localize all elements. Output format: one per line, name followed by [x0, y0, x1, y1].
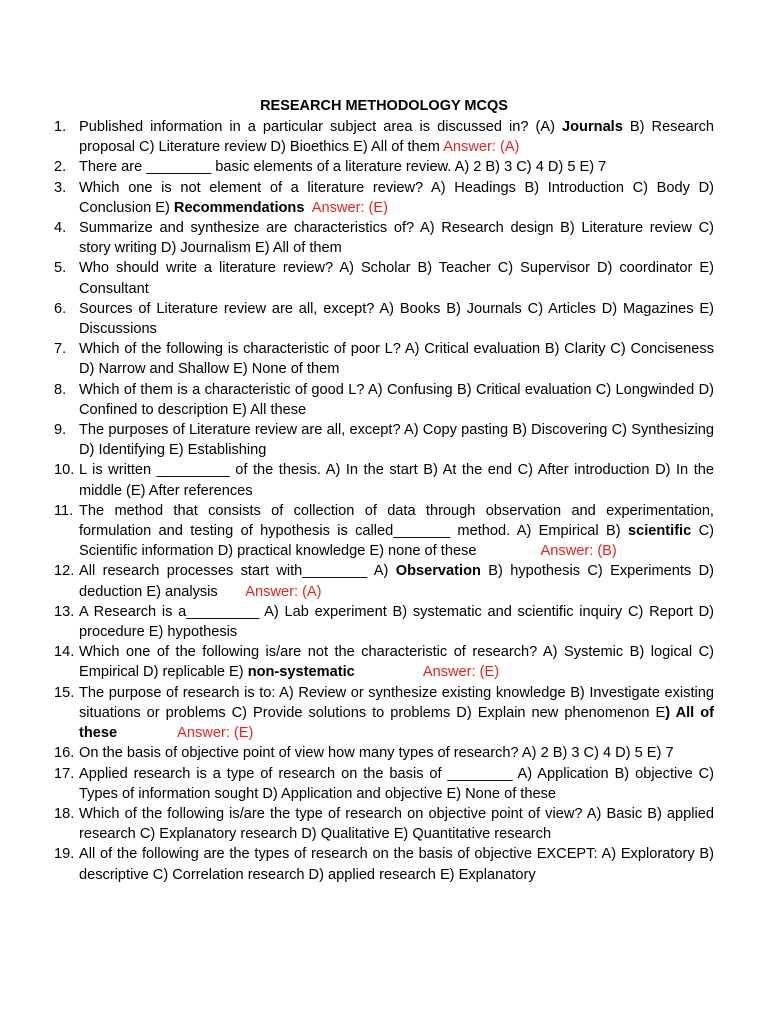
answer-label: Answer: (E)	[311, 199, 389, 216]
question-text-segment: Which of the following is/are the type of research on objective point of view? A) Basic B) applied research C) Explanatory research D) Qualitative E) Quantitative research	[79, 805, 714, 843]
question-text-segment: On the basis of objective point of view how many types of research? A) 2 B) 3 C) 4 D) 5 E) 7	[79, 745, 674, 762]
question-number: 18.	[54, 805, 75, 822]
answer-label: Answer: (E)	[177, 725, 254, 742]
question-number: 6.	[54, 300, 67, 317]
correct-option: non-systematic	[247, 664, 355, 681]
question-text	[79, 420, 714, 460]
question-text-segment: The method that consists of collection of data through observation and experimentation, formulation and testing of hypothesis is called_______ method. A) Empirical B)	[79, 502, 714, 540]
question-text-segment: Which one of the following is/are not the characteristic of research? A) Systemic B) logical C) Empirical D) replicable E)	[79, 644, 714, 681]
question-text-segment: Summarize and synthesize are characteristics of? A) Research design B) Literature review C) story writing D) Journalism E) All of them	[79, 220, 714, 257]
question-text	[79, 683, 714, 744]
question-item	[54, 178, 714, 218]
question-number: 12.	[54, 563, 75, 580]
question-text	[79, 117, 714, 157]
correct-option: scientific	[627, 523, 692, 540]
question-number: 2.	[54, 159, 67, 176]
question-text-segment: Sources of Literature review are all, except? A) Books B) Journals C) Articles D) Magazines E) Discussions	[79, 300, 714, 338]
question-text-segment: Which one is not element of a literature review? A) Headings B) Introduction C) Body D) Conclusion E)	[79, 179, 714, 216]
question-text-segment: Who should write a literature review? A) Scholar B) Teacher C) Supervisor D) coordinator E) Consultant	[79, 260, 714, 297]
question-item	[54, 157, 714, 177]
question-number: 1.	[54, 119, 67, 135]
answer-label: Answer: (A)	[443, 139, 520, 156]
question-text-segment: Published information in a particular subject area is discussed in? (A)	[79, 119, 563, 135]
question-number: 8.	[54, 381, 67, 398]
question-number: 17.	[54, 765, 75, 782]
answer-label: Answer: (E)	[422, 664, 500, 681]
question-number: 16.	[54, 745, 75, 762]
question-item	[54, 380, 714, 420]
question-text-segment: B) Research proposal C) Literature review D) Bioethics E) All of them	[79, 119, 714, 156]
question-item	[54, 117, 714, 157]
correct-option: Recommendations	[173, 199, 305, 216]
question-text	[79, 561, 714, 601]
question-number: 9.	[54, 422, 67, 439]
question-text-segment: The purpose of research is to: A) Review or synthesize existing knowledge B) Investigate existing situations or problems C) Provide solutions to problems D) Explain new phenomenon E	[79, 684, 714, 721]
question-text-segment	[304, 200, 311, 216]
question-item	[54, 420, 714, 460]
question-text-segment: Which of the following is characteristic of poor L? A) Critical evaluation B) Clarity C) Conciseness D) Narrow and Shallow E) None of them	[79, 341, 714, 378]
question-text	[79, 844, 714, 884]
question-item	[54, 804, 714, 844]
question-text	[79, 804, 714, 844]
question-item	[54, 743, 714, 763]
question-item	[54, 683, 714, 744]
answer-label: Answer: (A)	[245, 583, 322, 600]
correct-option: Observation	[395, 563, 481, 580]
question-number: 15.	[54, 684, 75, 701]
question-text	[79, 743, 714, 763]
question-item	[54, 299, 714, 339]
question-item	[54, 218, 714, 258]
question-number: 13.	[54, 603, 75, 620]
question-text-segment: L is written _________ of the thesis. A) In the start B) At the end C) After introduction D) In the middle (E) After references	[79, 462, 714, 499]
question-number: 11.	[54, 502, 74, 519]
question-text	[79, 460, 714, 500]
question-text-segment: There are ________ basic elements of a literature review. A) 2 B) 3 C) 4 D) 5 E) 7	[79, 159, 607, 176]
answer-label: Answer: (B)	[540, 543, 617, 560]
question-number: 5.	[54, 260, 67, 277]
question-number: 14.	[54, 644, 75, 661]
question-text	[79, 764, 714, 804]
question-list	[54, 117, 714, 885]
question-text	[79, 258, 714, 298]
question-text	[79, 218, 714, 258]
question-text	[79, 157, 714, 177]
question-number: 19.	[54, 846, 75, 863]
correct-option: ) All of these	[79, 704, 714, 742]
correct-option: Journals	[562, 119, 623, 135]
question-text-segment: All of the following are the types of research on the basis of objective EXCEPT: A) Exploratory B) descriptive C) Correlation research D) applied research E) Explanatory	[79, 846, 714, 883]
question-text	[79, 299, 714, 339]
question-item	[54, 602, 714, 642]
question-text-segment: Which of them is a characteristic of good L? A) Confusing B) Critical evaluation C) Longwinded D) Confined to description E) All these	[79, 381, 714, 418]
question-item	[54, 460, 714, 500]
question-text	[79, 380, 714, 420]
question-item	[54, 642, 714, 682]
question-text	[79, 501, 714, 562]
question-number: 4.	[54, 220, 67, 237]
question-item	[54, 764, 714, 804]
question-text-segment: Applied research is a type of research on the basis of ________ A) Application B) objective C) Types of information sought D) Application and objective E) None of these	[79, 765, 714, 802]
question-text	[79, 602, 714, 642]
question-number: 7.	[54, 341, 67, 358]
question-text-segment: B) hypothesis C) Experiments D) deduction E) analysis	[79, 563, 714, 600]
question-text	[79, 178, 714, 218]
question-number: 3.	[54, 179, 67, 196]
question-item	[54, 844, 714, 884]
question-text-segment: The purposes of Literature review are all, except? A) Copy pasting B) Discovering C) Synthesizing D) Identifying E) Establishing	[79, 422, 714, 459]
question-item	[54, 258, 714, 298]
question-text-segment	[355, 664, 423, 680]
question-item	[54, 339, 714, 379]
question-text	[79, 339, 714, 379]
page-title: RESEARCH METHODOLOGY MCQS	[260, 98, 508, 114]
question-text	[79, 642, 714, 682]
question-text-segment: C) Scientific information D) practical knowledge E) none of these	[79, 523, 714, 560]
question-text-segment: A Research is a_________ A) Lab experiment B) systematic and scientific inquiry C) Report D) procedure E) hypothesis	[79, 603, 714, 641]
question-text-segment: All research processes start with________ A)	[79, 563, 396, 580]
question-text-segment	[117, 725, 177, 741]
question-item	[54, 561, 714, 601]
question-item	[54, 501, 714, 562]
question-number: 10.	[54, 462, 75, 479]
